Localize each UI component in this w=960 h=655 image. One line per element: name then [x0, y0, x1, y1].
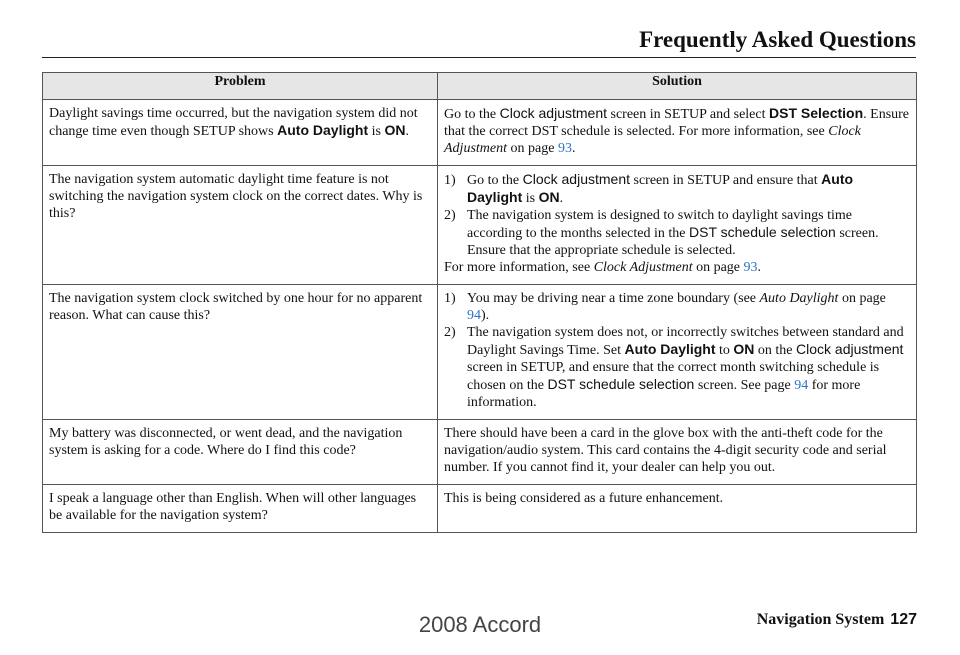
table-row	[43, 420, 917, 485]
problem-cell: The navigation system clock switched by one hour for no apparent reason. What can cause this?	[43, 285, 438, 420]
problem-cell: Daylight savings time occurred, but the navigation system did not change time even though SETUP shows Auto Daylight is ON.	[43, 100, 438, 166]
column-header-problem: Problem	[43, 73, 438, 100]
page-link[interactable]: 93	[557, 141, 572, 156]
solution-step: 2) The navigation system does not, or incorrectly switches between standard and Daylight Savings Time. Set Auto Daylight to ON on the Clock adjustment screen in SETUP, and ensure that the correct month switching schedule is chosen on the DST schedule selection screen. See page 94 for more information.	[444, 325, 904, 410]
problem-cell: My battery was disconnected, or went dead, and the navigation system is asking for a code. Where do I find this code?	[43, 420, 438, 485]
solution-cell	[438, 166, 917, 285]
solution-step: 1) Go to the Clock adjustment screen in SETUP and ensure that Auto Daylight is ON.	[444, 171, 854, 206]
xref-clock-adjustment: Clock Adjustment	[444, 124, 861, 156]
table-row	[43, 285, 917, 420]
title-divider	[42, 57, 916, 58]
more-info-line: For more information, see Clock Adjustment on page 93.	[444, 260, 762, 275]
solution-cell	[438, 285, 917, 420]
solution-step: 2) The navigation system is designed to switch to daylight savings time according to the months selected in the DST schedule selection screen. Ensure that the appropriate schedule is selected.	[444, 208, 879, 258]
table-header-row	[43, 73, 917, 100]
page-link[interactable]: 94	[467, 308, 481, 323]
table-row	[43, 166, 917, 285]
solution-cell: Go to the Clock adjustment screen in SETUP and select DST Selection. Ensure that the correct DST schedule is selected. For more information, see Clock Adjustment on page 93.	[438, 100, 917, 166]
page-link[interactable]: 93	[743, 260, 758, 275]
footer-section: Navigation System	[756, 611, 885, 628]
solution-cell: This is being considered as a future enhancement.	[438, 485, 917, 533]
watermark: 2008 Accord	[418, 612, 542, 637]
problem-cell: I speak a language other than English. When will other languages be available for the navigation system?	[43, 485, 438, 533]
faq-table	[42, 72, 917, 533]
table-row	[43, 100, 917, 166]
column-header-solution: Solution	[438, 73, 917, 100]
page-number: 127	[890, 611, 917, 628]
table-row	[43, 485, 917, 533]
page-title: Frequently Asked Questions	[639, 27, 916, 52]
solution-cell: There should have been a card in the glove box with the anti-theft code for the navigation/audio system. This card contains the 4-digit security code and serial number. If you cannot find it, your dealer can help you out.	[438, 420, 917, 485]
page-link[interactable]: 94	[794, 378, 809, 393]
problem-cell: The navigation system automatic daylight time feature is not switching the navigation system clock on the correct dates. Why is this?	[43, 166, 438, 285]
solution-step: 1) You may be driving near a time zone boundary (see Auto Daylight on page 94).	[444, 291, 886, 323]
